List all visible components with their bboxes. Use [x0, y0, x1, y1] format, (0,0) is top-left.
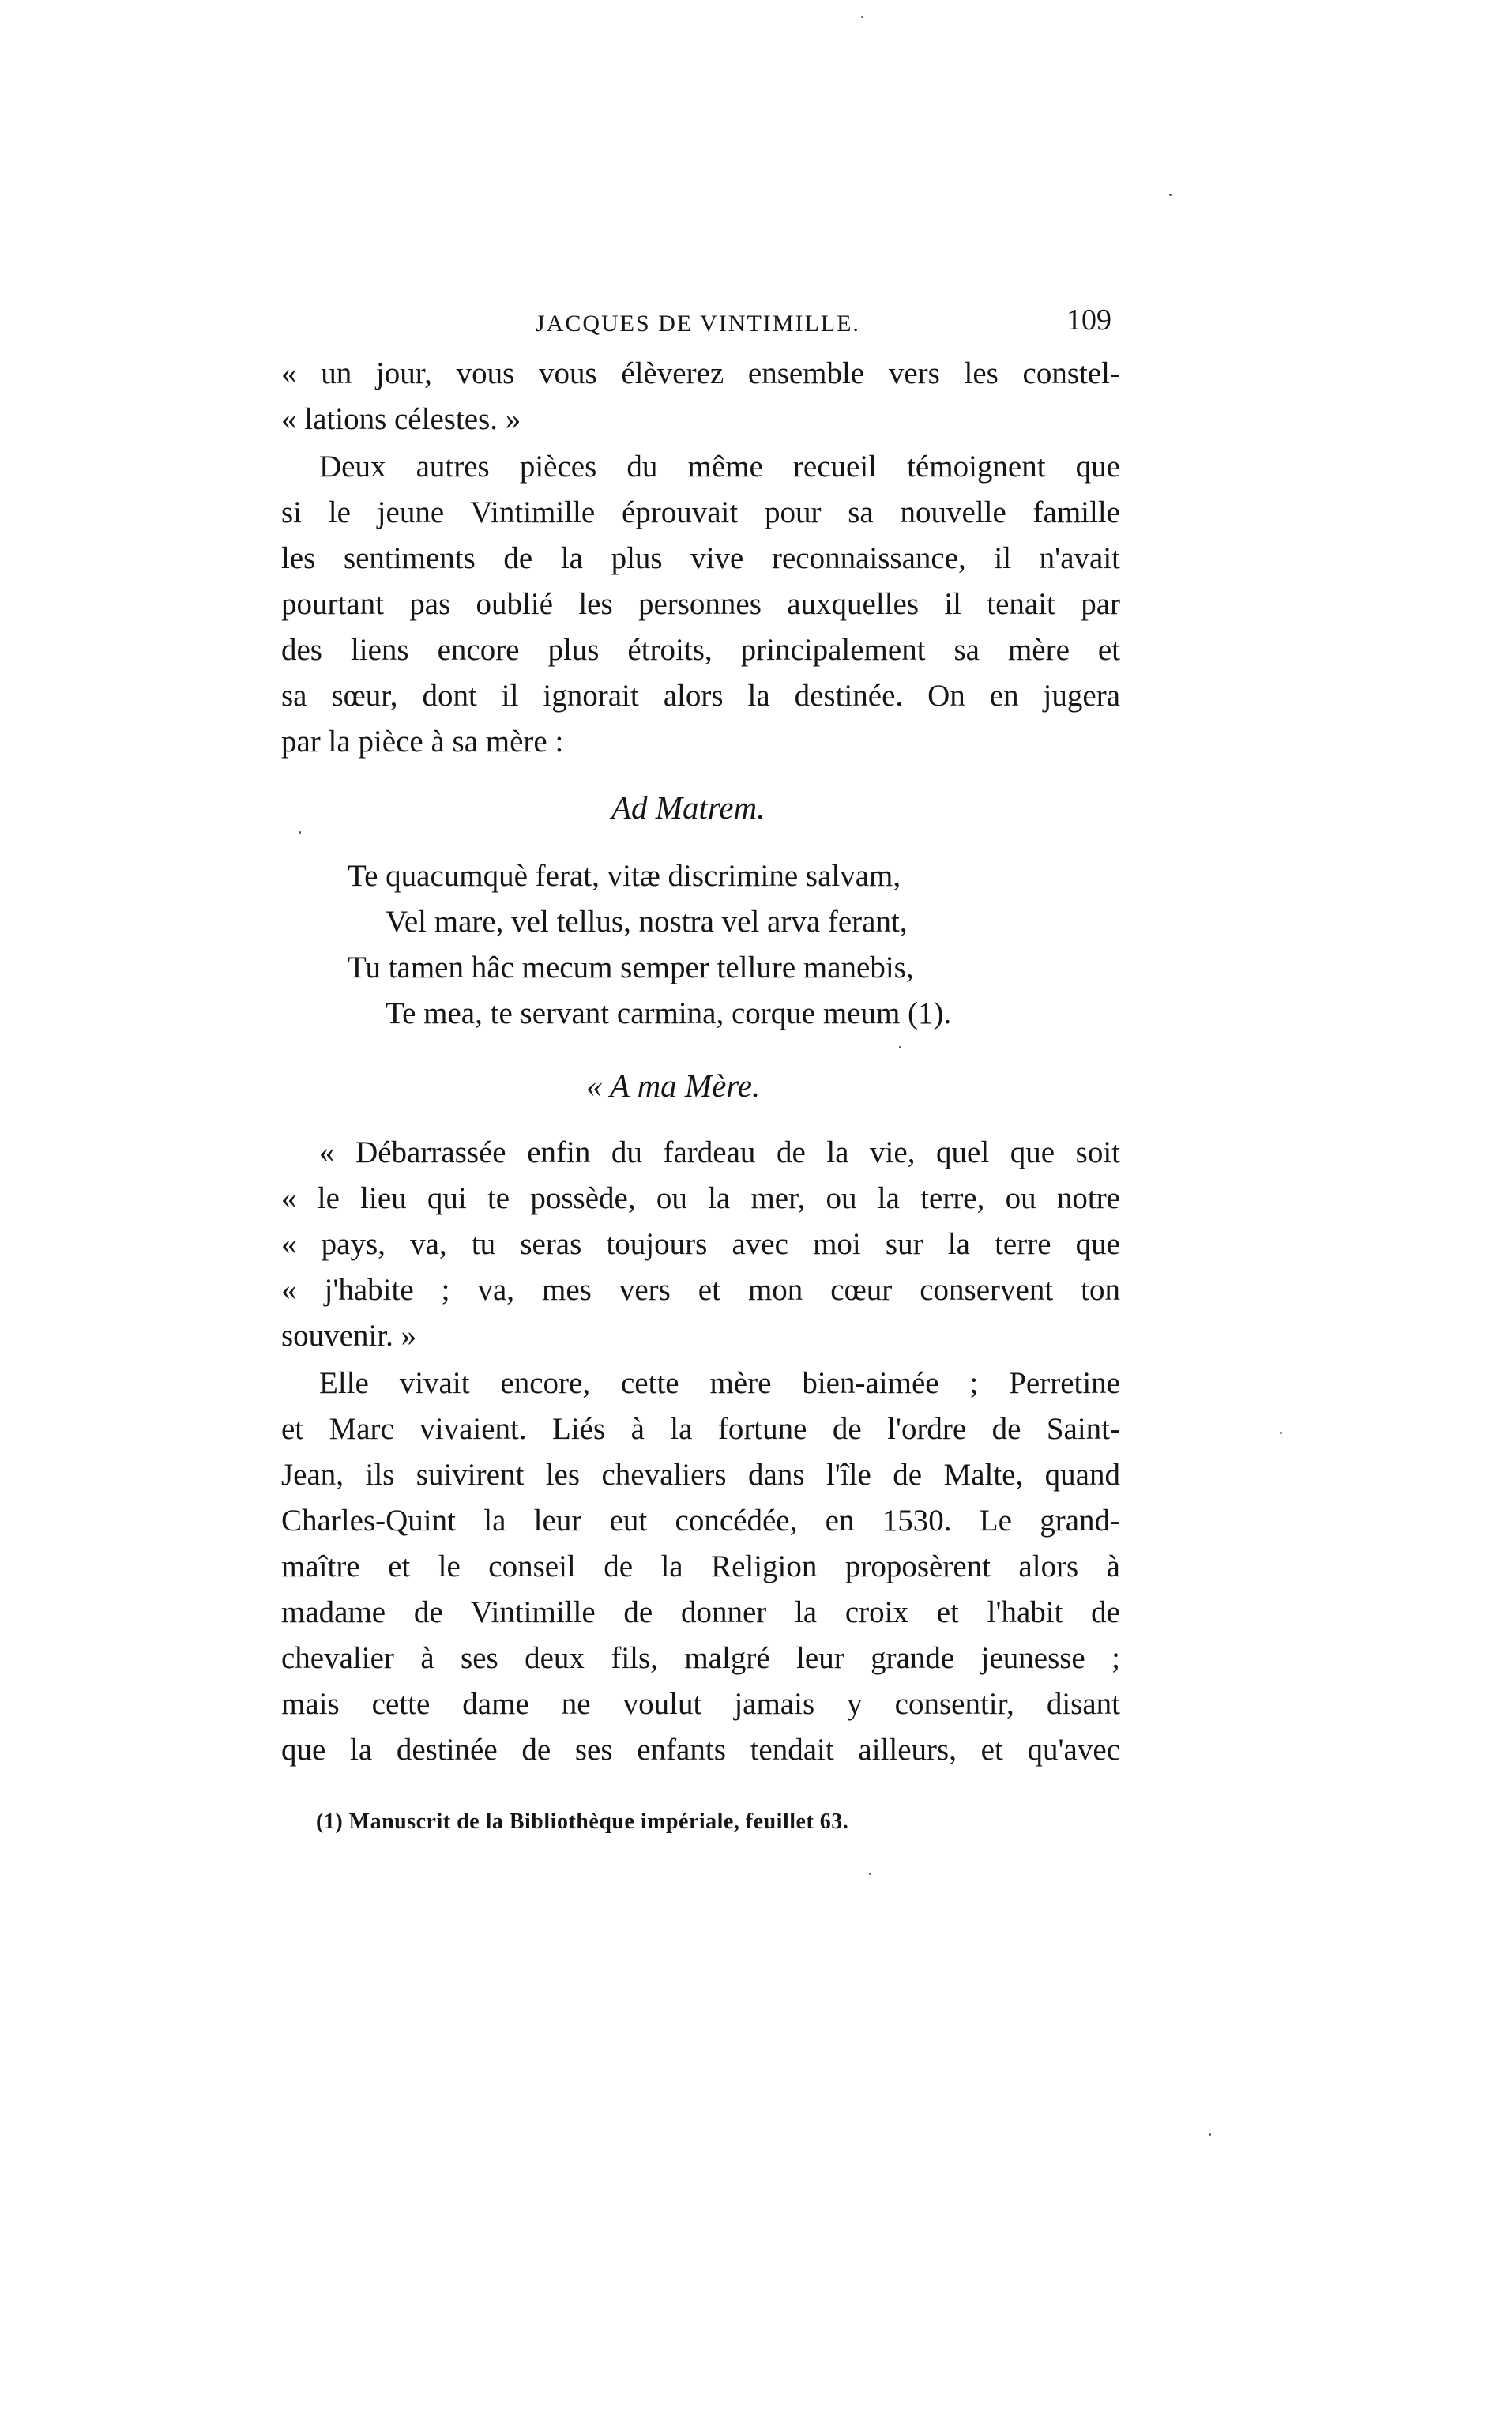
text-line: Jean, ils suivirent les chevaliers dans l'île de Malte, quand — [281, 1458, 1120, 1492]
latin-poem-title: Ad Matrem. — [611, 789, 765, 826]
scan-speck — [869, 1873, 871, 1875]
running-title: JACQUES DE VINTIMILLE. — [536, 311, 860, 337]
footnote: (1) Manuscrit de la Bibliothèque impériale, feuillet 63. — [316, 1809, 849, 1834]
text-line: « pays, va, tu seras toujours avec moi sur la terre que — [281, 1227, 1120, 1261]
text-line: sa sœur, dont il ignorait alors la destinée. On en jugera — [281, 679, 1120, 713]
text-line: pourtant pas oublié les personnes auxquelles il tenait par — [281, 587, 1120, 621]
scan-speck — [899, 1046, 901, 1048]
page-number: 109 — [1066, 303, 1111, 337]
scan-speck — [1169, 194, 1172, 196]
text-line: Charles-Quint la leur eut concédée, en 1530. Le grand- — [281, 1504, 1120, 1538]
text-line: « le lieu qui te possède, ou la mer, ou la terre, ou notre — [281, 1181, 1120, 1215]
text-line: chevalier à ses deux fils, malgré leur grande jeunesse ; — [281, 1641, 1120, 1675]
text-line: par la pièce à sa mère : — [281, 725, 564, 759]
paragraph-intro — [281, 444, 1120, 765]
scan-speck — [299, 831, 301, 834]
text-line: « Débarrassée enfin du fardeau de la vie, quel que soit — [319, 1135, 1120, 1169]
text-line: mais cette dame ne voulut jamais y consentir, disant — [281, 1687, 1120, 1721]
text-line: que la destinée de ses enfants tendait ailleurs, et qu'avec — [281, 1733, 1120, 1767]
paragraph-narrative — [281, 1361, 1120, 1773]
paragraph-continuation — [281, 351, 1120, 442]
text-line: « lations célestes. » — [281, 402, 521, 436]
text-line: Deux autres pièces du même recueil témoignent que — [319, 450, 1120, 484]
text-line: si le jeune Vintimille éprouvait pour sa nouvelle famille — [281, 495, 1120, 529]
text-line: souvenir. » — [281, 1319, 417, 1353]
scan-speck — [1209, 2133, 1211, 2136]
text-line: madame de Vintimille de donner la croix et l'habit de — [281, 1595, 1120, 1629]
scan-speck — [1280, 1432, 1282, 1434]
text-line: Elle vivait encore, cette mère bien-aimée ; Perretine — [319, 1366, 1120, 1400]
scan-speck — [861, 16, 863, 18]
text-line: les sentiments de la plus vive reconnaissance, il n'avait — [281, 541, 1120, 575]
verse-line: Te mea, te servant carmina, corque meum (1). — [386, 996, 952, 1030]
text-line: des liens encore plus étroits, principalement sa mère et — [281, 633, 1120, 667]
text-line: et Marc vivaient. Liés à la fortune de l'ordre de Saint- — [281, 1412, 1120, 1446]
verse-line: Vel mare, vel tellus, nostra vel arva ferant, — [386, 905, 908, 939]
text-line: maître et le conseil de la Religion proposèrent alors à — [281, 1549, 1120, 1583]
verse-line: Te quacumquè ferat, vitæ discrimine salvam, — [348, 859, 901, 893]
text-line: « j'habite ; va, mes vers et mon cœur conservent ton — [281, 1273, 1120, 1307]
french-translation-title: « A ma Mère. — [586, 1067, 761, 1104]
text-line: « un jour, vous vous élèverez ensemble vers les constel- — [281, 356, 1120, 390]
verse-line: Tu tamen hâc mecum semper tellure manebis, — [348, 951, 914, 984]
translation-paragraph — [281, 1130, 1120, 1359]
